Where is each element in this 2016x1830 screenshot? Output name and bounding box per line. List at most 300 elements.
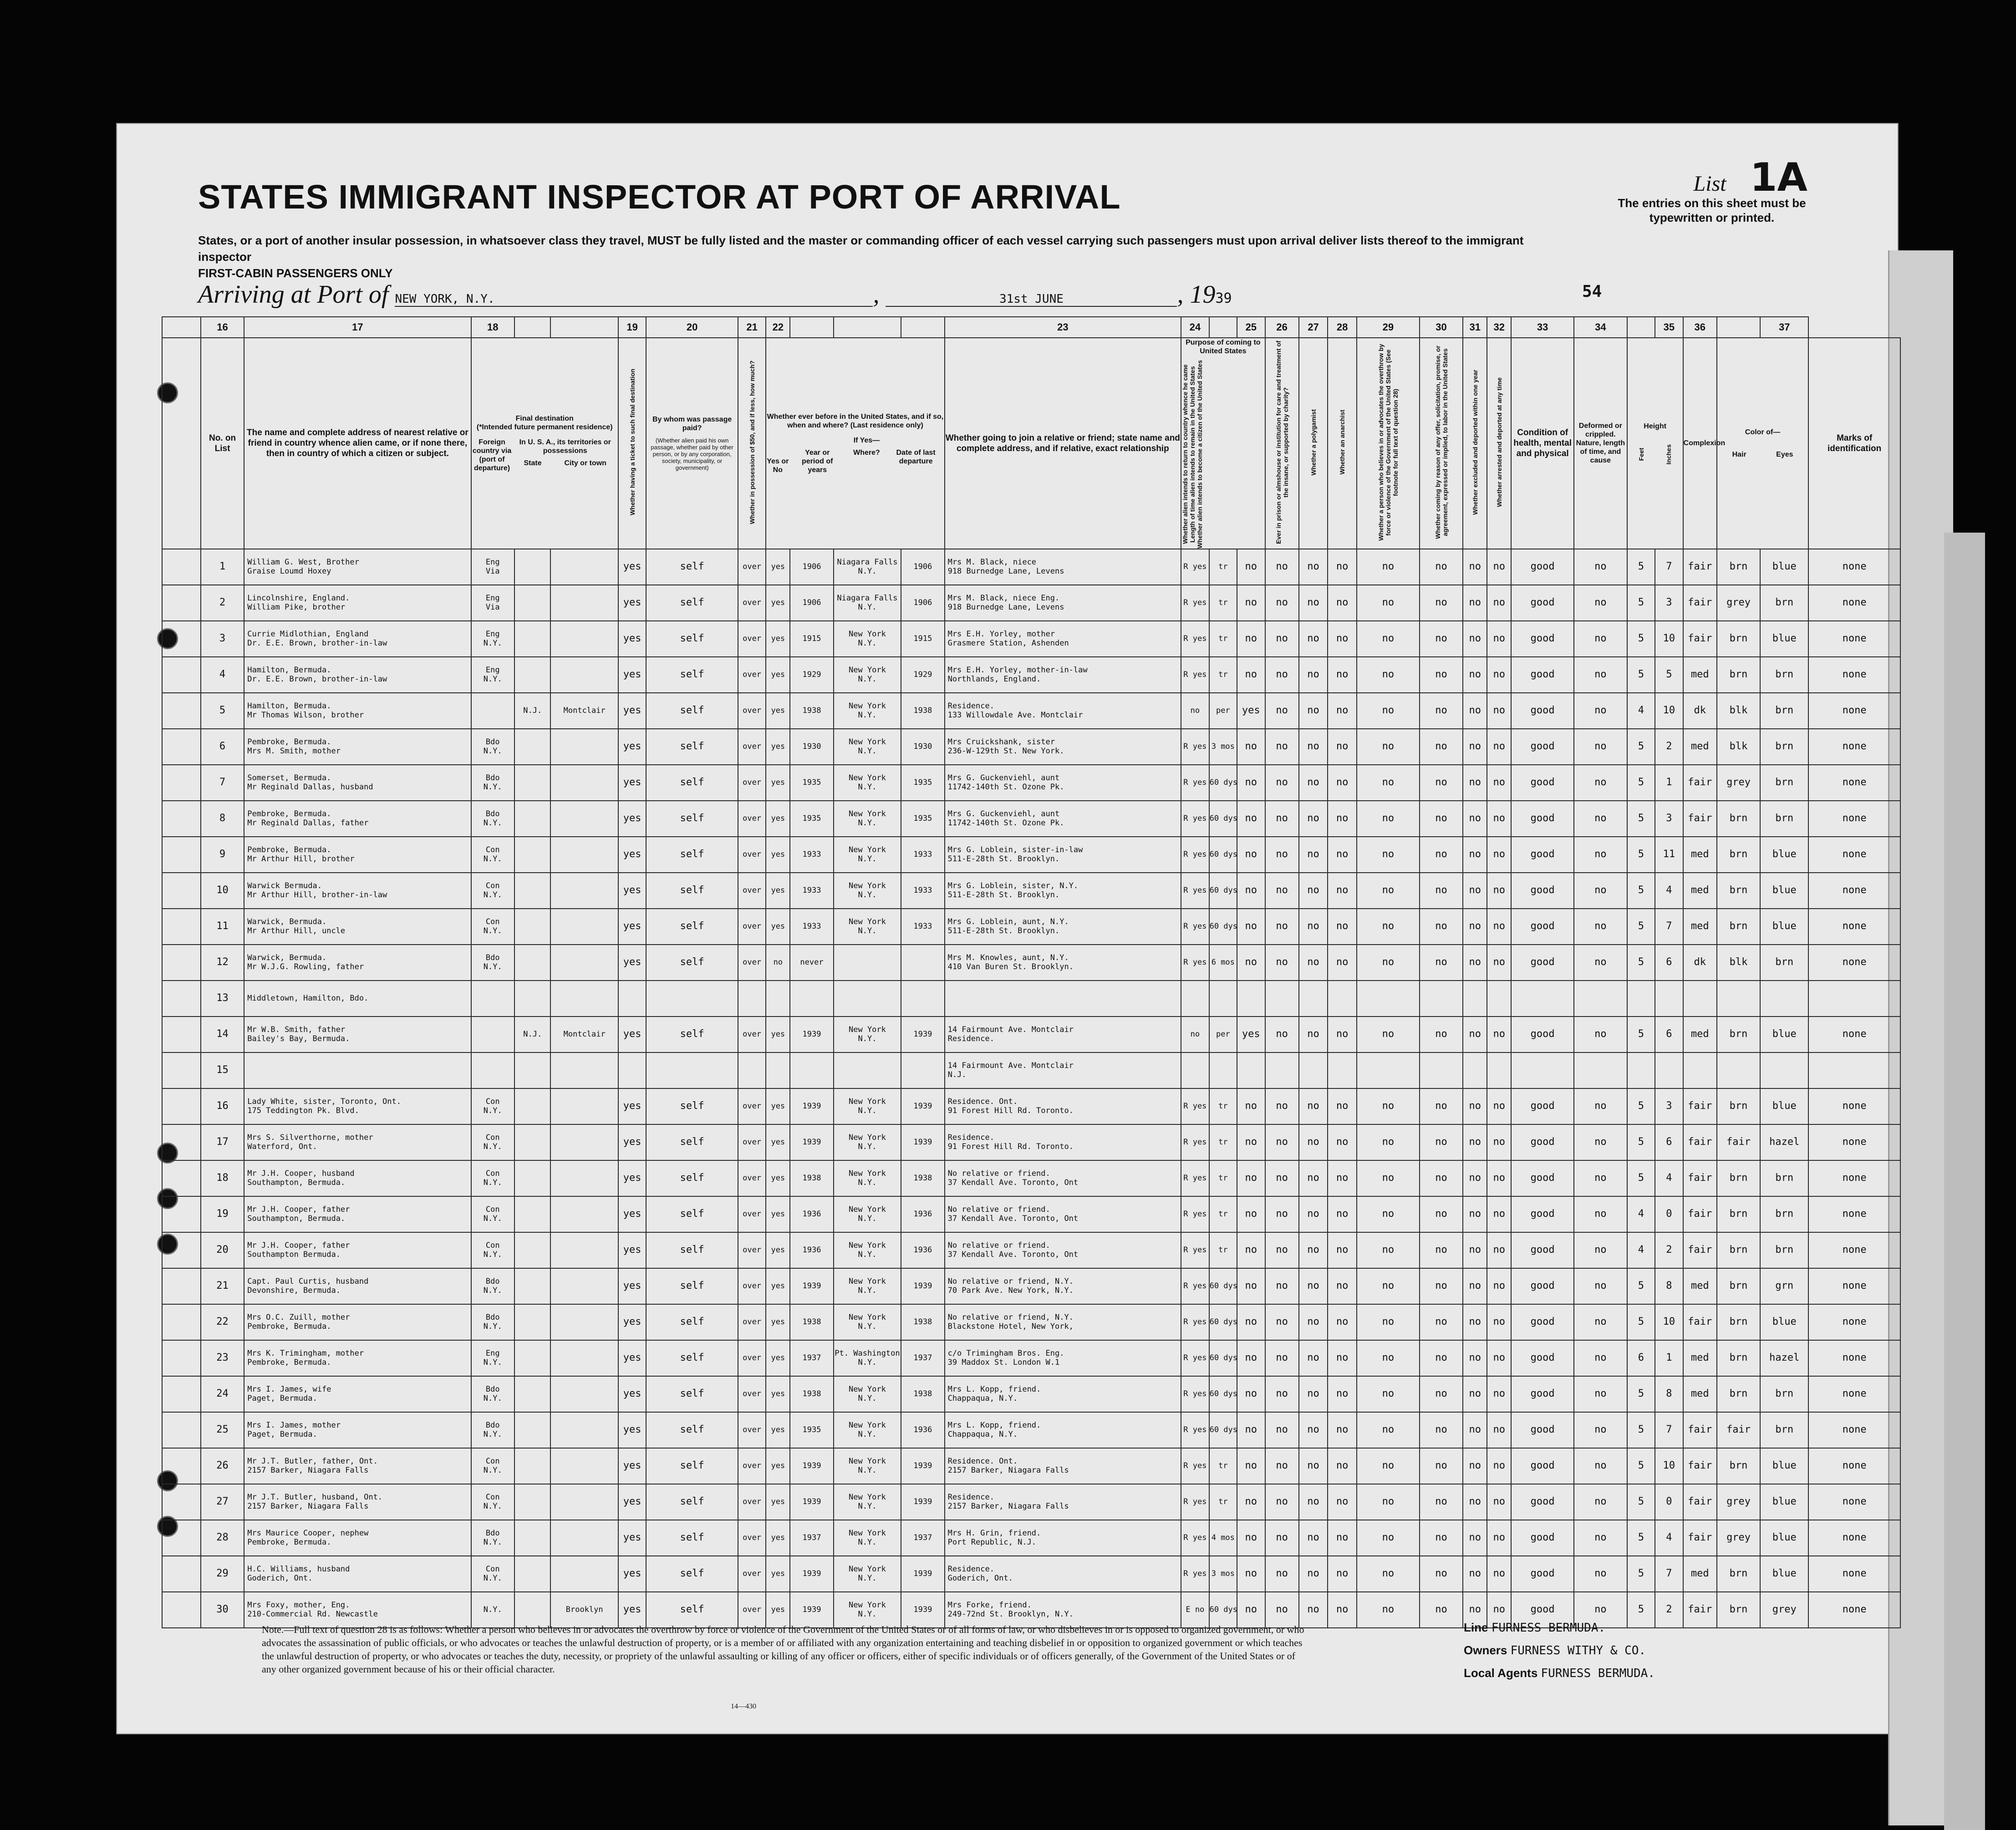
row-margin-cell bbox=[162, 981, 201, 1017]
purpose-cell: R yes bbox=[1181, 657, 1209, 693]
where-cell-line-2: N.Y. bbox=[858, 1430, 877, 1439]
join-relative-cell-line-1: Mrs L. Kopp, friend. bbox=[947, 1385, 1041, 1394]
before-yes-no-cell: yes bbox=[766, 585, 790, 621]
polygamist-cell: no bbox=[1299, 1376, 1328, 1412]
header-color-parts bbox=[1717, 450, 1808, 459]
relative-cell-line-1: Mrs K. Trimingham, mother bbox=[247, 1349, 364, 1358]
join-relative-cell bbox=[945, 693, 1181, 729]
via-port-line: N.Y. bbox=[483, 1250, 502, 1260]
excluded-cell: no bbox=[1463, 549, 1487, 585]
year-period-cell: 1906 bbox=[790, 585, 833, 621]
prison-cell: no bbox=[1265, 1196, 1299, 1232]
health-cell: good bbox=[1511, 1592, 1574, 1628]
length-of-stay-cell: tr bbox=[1209, 585, 1237, 621]
relative-cell-line-1: Capt. Paul Curtis, husband bbox=[247, 1277, 369, 1286]
join-relative-cell bbox=[945, 1448, 1181, 1484]
polygamist-cell: no bbox=[1299, 945, 1328, 981]
column-number bbox=[1627, 317, 1655, 338]
row-margin-cell bbox=[162, 1556, 201, 1592]
height-feet-cell: 5 bbox=[1627, 1124, 1655, 1160]
join-relative-cell-line-1: Residence. bbox=[947, 1133, 994, 1143]
purpose-cell: R yes bbox=[1181, 1448, 1209, 1484]
where-cell bbox=[834, 1412, 901, 1448]
year-period-cell: 1915 bbox=[790, 621, 833, 657]
column-number: 20 bbox=[646, 317, 738, 338]
join-relative-cell bbox=[945, 1232, 1181, 1268]
join-relative-cell-line-2: 511-E-28th St. Brooklyn. bbox=[947, 926, 1060, 936]
row-margin-cell bbox=[162, 1520, 201, 1556]
city-cell bbox=[550, 1484, 618, 1520]
year-period-cell: 1938 bbox=[790, 1160, 833, 1196]
via-port-line: N.Y. bbox=[483, 1538, 502, 1547]
header-height-title: Height bbox=[1644, 422, 1667, 431]
length-of-stay-cell: 60 dys bbox=[1209, 1412, 1237, 1448]
question-28-cell: no bbox=[1357, 1520, 1420, 1556]
where-cell-line-1: New York bbox=[849, 1313, 886, 1322]
deported-cell: no bbox=[1487, 909, 1511, 945]
complexion-cell: fair bbox=[1683, 1160, 1717, 1196]
marks-cell bbox=[1808, 1052, 1900, 1088]
header-feet: Feet bbox=[1637, 448, 1645, 461]
polygamist-cell bbox=[1299, 981, 1328, 1017]
length-of-stay-cell: tr bbox=[1209, 549, 1237, 585]
excluded-cell: no bbox=[1463, 1556, 1487, 1592]
height-feet-cell: 6 bbox=[1627, 1340, 1655, 1376]
money-cell: over bbox=[738, 1124, 766, 1160]
length-of-stay-cell: 60 dys bbox=[1209, 1304, 1237, 1340]
via-port-line: N.Y. bbox=[483, 1358, 502, 1367]
relative-cell bbox=[244, 981, 471, 1017]
relative-cell bbox=[244, 1340, 471, 1376]
relative-cell-line-2: Graise Loumd Hoxey bbox=[247, 567, 331, 576]
question-28-cell bbox=[1357, 981, 1420, 1017]
purpose-cell: no bbox=[1181, 693, 1209, 729]
row-number-cell: 23 bbox=[201, 1340, 244, 1376]
before-yes-no-cell: yes bbox=[766, 1448, 790, 1484]
eyes-cell: brn bbox=[1760, 1412, 1808, 1448]
excluded-cell: no bbox=[1463, 1088, 1487, 1124]
passage-paid-cell: self bbox=[646, 549, 738, 585]
height-inches-cell: 3 bbox=[1655, 585, 1683, 621]
header-prison-text: Ever in prison or almshouse or institution for care and treatment of the insane, or supported by charity? bbox=[1274, 341, 1289, 544]
state-cell bbox=[514, 837, 551, 873]
ticket-cell: yes bbox=[618, 1017, 646, 1052]
anarchist-cell: no bbox=[1328, 1088, 1357, 1124]
relative-cell-line-2: 210-Commercial Rd. Newcastle bbox=[247, 1610, 378, 1619]
city-cell bbox=[550, 801, 618, 837]
citizen-cell: yes bbox=[1237, 693, 1265, 729]
prison-cell: no bbox=[1265, 765, 1299, 801]
excluded-cell: no bbox=[1463, 1376, 1487, 1412]
height-inches-cell: 6 bbox=[1655, 1017, 1683, 1052]
relative-cell-line-2: Dr. E.E. Brown, brother-in-law bbox=[247, 639, 387, 648]
join-relative-cell bbox=[945, 657, 1181, 693]
via-port-line: Via bbox=[485, 603, 500, 612]
money-cell: over bbox=[738, 1376, 766, 1412]
money-cell: over bbox=[738, 765, 766, 801]
anarchist-cell: no bbox=[1328, 1376, 1357, 1412]
join-relative-cell bbox=[945, 909, 1181, 945]
header-before-in-us-title: Whether ever before in the United States, and if so, when and where? (Last residence only) bbox=[767, 412, 944, 429]
anarchist-cell: no bbox=[1328, 1304, 1357, 1340]
header-height-parts bbox=[1628, 444, 1683, 464]
question-28-cell: no bbox=[1357, 1017, 1420, 1052]
via-port-line: N.Y. bbox=[483, 1605, 502, 1615]
table-row bbox=[162, 549, 1900, 585]
deported-cell: no bbox=[1487, 873, 1511, 909]
before-yes-no-cell bbox=[766, 1052, 790, 1088]
column-number: 18 bbox=[471, 317, 514, 338]
foreign-country-cell bbox=[471, 1232, 514, 1268]
relative-cell-line-2: Waterford, Ont. bbox=[247, 1142, 317, 1152]
complexion-cell: med bbox=[1683, 1376, 1717, 1412]
header-deported bbox=[1487, 338, 1511, 549]
header-deformed: Deformed or crippled. Nature, length of time, and cause bbox=[1574, 338, 1627, 549]
year-period-cell: 1939 bbox=[790, 1017, 833, 1052]
city-cell bbox=[550, 765, 618, 801]
prison-cell: no bbox=[1265, 1232, 1299, 1268]
last-departure-cell: 1938 bbox=[901, 1304, 944, 1340]
labor-offer-cell: no bbox=[1420, 1376, 1463, 1412]
excluded-cell: no bbox=[1463, 1484, 1487, 1520]
foreign-country-cell bbox=[471, 765, 514, 801]
length-of-stay-cell: tr bbox=[1209, 1448, 1237, 1484]
eyes-cell: brn bbox=[1760, 1196, 1808, 1232]
polygamist-cell: no bbox=[1299, 585, 1328, 621]
complexion-cell: fair bbox=[1683, 1196, 1717, 1232]
citizen-cell: no bbox=[1237, 729, 1265, 765]
length-of-stay-cell: tr bbox=[1209, 657, 1237, 693]
row-margin-cell bbox=[162, 1412, 201, 1448]
where-cell-line-2: N.Y. bbox=[858, 1358, 877, 1367]
eyes-cell: brn bbox=[1760, 729, 1808, 765]
relative-cell-line-2: Dr. E.E. Brown, brother-in-law bbox=[247, 675, 387, 684]
city-cell bbox=[550, 873, 618, 909]
prison-cell: no bbox=[1265, 909, 1299, 945]
length-of-stay-cell: tr bbox=[1209, 1160, 1237, 1196]
join-relative-cell-line-1: Mrs M. Black, niece bbox=[947, 558, 1037, 567]
excluded-cell: no bbox=[1463, 1520, 1487, 1556]
eyes-cell bbox=[1760, 1052, 1808, 1088]
question-28-cell: no bbox=[1357, 1124, 1420, 1160]
length-of-stay-cell: tr bbox=[1209, 1484, 1237, 1520]
citizen-cell: no bbox=[1237, 1484, 1265, 1520]
deported-cell: no bbox=[1487, 1017, 1511, 1052]
ticket-cell: yes bbox=[618, 1304, 646, 1340]
eyes-cell: brn bbox=[1760, 1232, 1808, 1268]
city-cell: Brooklyn bbox=[550, 1592, 618, 1628]
deported-cell: no bbox=[1487, 1232, 1511, 1268]
column-number: 30 bbox=[1420, 317, 1463, 338]
eyes-cell: grey bbox=[1760, 1592, 1808, 1628]
relative-cell-line-1: Hamilton, Bermuda. bbox=[247, 702, 331, 711]
marks-cell: none bbox=[1808, 1017, 1900, 1052]
join-relative-cell-line-2: 91 Forest Hill Rd. Toronto. bbox=[947, 1142, 1074, 1152]
length-of-stay-cell: 60 dys bbox=[1209, 837, 1237, 873]
city-cell bbox=[550, 657, 618, 693]
height-feet-cell: 5 bbox=[1627, 801, 1655, 837]
excluded-cell: no bbox=[1463, 1304, 1487, 1340]
join-relative-cell bbox=[945, 1340, 1181, 1376]
ticket-cell: yes bbox=[618, 1484, 646, 1520]
hair-cell: blk bbox=[1717, 729, 1760, 765]
money-cell: over bbox=[738, 549, 766, 585]
city-cell bbox=[550, 1304, 618, 1340]
last-departure-cell: 1906 bbox=[901, 549, 944, 585]
header-height bbox=[1627, 338, 1683, 549]
year-period-cell: 1937 bbox=[790, 1520, 833, 1556]
join-relative-cell bbox=[945, 1412, 1181, 1448]
purpose-cell: R yes bbox=[1181, 1556, 1209, 1592]
last-departure-cell bbox=[901, 981, 944, 1017]
complexion-cell: fair bbox=[1683, 1088, 1717, 1124]
header-anarchist-text: Whether an anarchist bbox=[1339, 410, 1346, 475]
excluded-cell: no bbox=[1463, 1124, 1487, 1160]
marks-cell: none bbox=[1808, 1376, 1900, 1412]
deported-cell: no bbox=[1487, 1412, 1511, 1448]
eyes-cell: blue bbox=[1760, 1484, 1808, 1520]
relative-cell-line-2: Mr Arthur Hill, brother-in-law bbox=[247, 890, 387, 900]
relative-cell-line-2: Mr W.J.G. Rowling, father bbox=[247, 962, 364, 972]
column-number: 36 bbox=[1683, 317, 1717, 338]
join-relative-cell bbox=[945, 1520, 1181, 1556]
form-code: 14—430 bbox=[731, 1703, 756, 1710]
purpose-cell: R yes bbox=[1181, 1160, 1209, 1196]
where-cell-line-1: Niagara Falls bbox=[837, 558, 898, 567]
join-relative-cell-line-1: Mrs E.H. Yorley, mother-in-law bbox=[947, 666, 1088, 675]
header-going-to-join: Whether going to join a relative or friend; state name and complete address, and if relative, exact relationship bbox=[945, 338, 1181, 549]
complexion-cell: med bbox=[1683, 909, 1717, 945]
header-eyes: Eyes bbox=[1776, 450, 1793, 458]
city-cell bbox=[550, 1268, 618, 1304]
header-ticket-text: Whether having a ticket to such final destination bbox=[628, 369, 636, 516]
relative-cell-line-1: Warwick Bermuda. bbox=[247, 881, 322, 891]
column-number: 32 bbox=[1487, 317, 1511, 338]
join-relative-cell-line-2: 249-72nd St. Brooklyn, N.Y. bbox=[947, 1610, 1074, 1619]
deformed-cell: no bbox=[1574, 801, 1627, 837]
relative-cell bbox=[244, 1232, 471, 1268]
hair-cell: brn bbox=[1717, 1592, 1760, 1628]
hair-cell: brn bbox=[1717, 657, 1760, 693]
join-relative-cell-line-1: No relative or friend. bbox=[947, 1169, 1050, 1179]
eyes-cell: blue bbox=[1760, 1556, 1808, 1592]
deformed-cell: no bbox=[1574, 837, 1627, 873]
citizen-cell: no bbox=[1237, 765, 1265, 801]
money-cell: over bbox=[738, 837, 766, 873]
header-inches: Inches bbox=[1665, 444, 1673, 465]
passage-paid-cell: self bbox=[646, 693, 738, 729]
via-port-line: N.Y. bbox=[483, 1502, 502, 1511]
hair-cell: brn bbox=[1717, 1196, 1760, 1232]
prison-cell: no bbox=[1265, 621, 1299, 657]
deported-cell: no bbox=[1487, 1556, 1511, 1592]
where-cell bbox=[834, 801, 901, 837]
where-cell-line-1: New York bbox=[849, 1205, 886, 1215]
header-question-28 bbox=[1357, 338, 1420, 549]
relative-cell-line-2: Mr Reginald Dallas, father bbox=[247, 818, 369, 828]
ticket-cell: yes bbox=[618, 729, 646, 765]
before-yes-no-cell: yes bbox=[766, 1484, 790, 1520]
header-money-text: Whether in possession of $50, and if less, how much? bbox=[748, 360, 756, 524]
join-relative-cell-line-1: c/o Trimingham Bros. Eng. bbox=[947, 1349, 1064, 1358]
ticket-cell: yes bbox=[618, 837, 646, 873]
row-margin-cell bbox=[162, 1376, 201, 1412]
deported-cell: no bbox=[1487, 1268, 1511, 1304]
state-cell bbox=[514, 1520, 551, 1556]
health-cell: good bbox=[1511, 1017, 1574, 1052]
row-number-cell: 20 bbox=[201, 1232, 244, 1268]
row-margin-cell bbox=[162, 1088, 201, 1124]
purpose-cell bbox=[1181, 1052, 1209, 1088]
passage-paid-cell: self bbox=[646, 1556, 738, 1592]
header-if-yes-group bbox=[789, 436, 944, 474]
where-cell bbox=[834, 729, 901, 765]
via-port-line: N.Y. bbox=[483, 783, 502, 792]
ticket-cell: yes bbox=[618, 873, 646, 909]
join-relative-cell bbox=[945, 837, 1181, 873]
health-cell: good bbox=[1511, 1232, 1574, 1268]
last-departure-cell: 1939 bbox=[901, 1592, 944, 1628]
foreign-country-cell bbox=[471, 657, 514, 693]
where-cell-line-1: New York bbox=[849, 917, 886, 927]
relative-cell-line-2: Devonshire, Bermuda. bbox=[247, 1286, 341, 1296]
excluded-cell: no bbox=[1463, 909, 1487, 945]
deformed-cell: no bbox=[1574, 1592, 1627, 1628]
header-final-destination bbox=[471, 338, 618, 549]
where-cell bbox=[834, 621, 901, 657]
header-deported-text: Whether arrested and deported at any time bbox=[1495, 377, 1503, 507]
complexion-cell: med bbox=[1683, 1017, 1717, 1052]
deformed-cell: no bbox=[1574, 1017, 1627, 1052]
height-inches-cell: 10 bbox=[1655, 1448, 1683, 1484]
hair-cell: brn bbox=[1717, 1448, 1760, 1484]
relative-cell-line-2: Mr Arthur Hill, brother bbox=[247, 854, 355, 864]
state-cell bbox=[514, 981, 551, 1017]
marks-cell: none bbox=[1808, 1304, 1900, 1340]
deformed-cell bbox=[1574, 981, 1627, 1017]
height-feet-cell bbox=[1627, 1052, 1655, 1088]
anarchist-cell: no bbox=[1328, 729, 1357, 765]
city-cell: Montclair bbox=[550, 1017, 618, 1052]
header-passage-paid bbox=[646, 338, 738, 549]
prison-cell: no bbox=[1265, 549, 1299, 585]
polygamist-cell: no bbox=[1299, 1232, 1328, 1268]
relative-cell-line-2: Goderich, Ont. bbox=[247, 1574, 313, 1583]
excluded-cell: no bbox=[1463, 1592, 1487, 1628]
last-departure-cell: 1906 bbox=[901, 585, 944, 621]
table-row bbox=[162, 909, 1900, 945]
relative-cell bbox=[244, 873, 471, 909]
eyes-cell: brn bbox=[1760, 801, 1808, 837]
relative-cell bbox=[244, 549, 471, 585]
last-departure-cell: 1939 bbox=[901, 1017, 944, 1052]
question-28-cell: no bbox=[1357, 657, 1420, 693]
before-yes-no-cell: yes bbox=[766, 549, 790, 585]
height-feet-cell: 5 bbox=[1627, 1556, 1655, 1592]
passage-paid-cell: self bbox=[646, 837, 738, 873]
header-final-destination-title: Final destination bbox=[515, 414, 574, 422]
join-relative-cell-line-2: N.J. bbox=[947, 1070, 967, 1080]
agents-field bbox=[1464, 1666, 1655, 1680]
passage-paid-cell: self bbox=[646, 1412, 738, 1448]
where-cell bbox=[834, 1304, 901, 1340]
height-inches-cell: 0 bbox=[1655, 1196, 1683, 1232]
state-cell bbox=[514, 909, 551, 945]
ticket-cell: yes bbox=[618, 765, 646, 801]
height-feet-cell: 5 bbox=[1627, 1520, 1655, 1556]
labor-offer-cell: no bbox=[1420, 873, 1463, 909]
where-cell bbox=[834, 1520, 901, 1556]
where-cell bbox=[834, 549, 901, 585]
owners-field bbox=[1464, 1643, 1646, 1657]
health-cell: good bbox=[1511, 1196, 1574, 1232]
passage-paid-cell: self bbox=[646, 1376, 738, 1412]
passage-paid-cell: self bbox=[646, 657, 738, 693]
join-relative-cell bbox=[945, 1124, 1181, 1160]
deported-cell: no bbox=[1487, 1340, 1511, 1376]
relative-cell-line-2: Pembroke, Bermuda. bbox=[247, 1358, 331, 1367]
where-cell-line-1: New York bbox=[849, 809, 886, 819]
deformed-cell: no bbox=[1574, 1124, 1627, 1160]
foreign-country-line: Con bbox=[485, 1457, 500, 1466]
before-yes-no-cell: yes bbox=[766, 693, 790, 729]
foreign-country-line: Bdo bbox=[485, 1277, 500, 1286]
where-cell-line-2: N.Y. bbox=[858, 1538, 877, 1547]
header-polygamist-text: Whether a polygamist bbox=[1309, 409, 1317, 476]
column-number: 19 bbox=[618, 317, 646, 338]
foreign-country-cell bbox=[471, 585, 514, 621]
table-row bbox=[162, 837, 1900, 873]
city-cell bbox=[550, 1412, 618, 1448]
foreign-country-line: Bdo bbox=[485, 1385, 500, 1394]
relative-cell bbox=[244, 909, 471, 945]
length-of-stay-cell: 60 dys bbox=[1209, 1592, 1237, 1628]
foreign-country-cell bbox=[471, 693, 514, 729]
before-yes-no-cell: yes bbox=[766, 1160, 790, 1196]
join-relative-cell bbox=[945, 585, 1181, 621]
join-relative-cell bbox=[945, 549, 1181, 585]
row-margin-cell bbox=[162, 1592, 201, 1628]
deformed-cell: no bbox=[1574, 1448, 1627, 1484]
year-field: 39 bbox=[1215, 290, 1232, 306]
where-cell-line-1: New York bbox=[849, 1097, 886, 1107]
before-yes-no-cell: yes bbox=[766, 909, 790, 945]
height-inches-cell: 10 bbox=[1655, 1304, 1683, 1340]
relative-cell-line-1: Pembroke, Bermuda. bbox=[247, 845, 331, 855]
money-cell: over bbox=[738, 1556, 766, 1592]
money-cell: over bbox=[738, 1160, 766, 1196]
question-28-cell: no bbox=[1357, 1484, 1420, 1520]
list-label: List bbox=[1693, 172, 1726, 196]
deformed-cell: no bbox=[1574, 1304, 1627, 1340]
last-departure-cell: 1938 bbox=[901, 1376, 944, 1412]
state-cell: N.J. bbox=[514, 1017, 551, 1052]
where-cell-line-2: N.Y. bbox=[858, 1250, 877, 1260]
prison-cell: no bbox=[1265, 1340, 1299, 1376]
foreign-country-cell bbox=[471, 549, 514, 585]
where-cell bbox=[834, 1196, 901, 1232]
marks-cell: none bbox=[1808, 1196, 1900, 1232]
citizen-cell: no bbox=[1237, 1124, 1265, 1160]
state-cell: N.J. bbox=[514, 693, 551, 729]
height-feet-cell: 5 bbox=[1627, 1017, 1655, 1052]
deported-cell: no bbox=[1487, 1520, 1511, 1556]
deformed-cell: no bbox=[1574, 621, 1627, 657]
labor-offer-cell: no bbox=[1420, 1160, 1463, 1196]
money-cell: over bbox=[738, 585, 766, 621]
via-port-line: N.Y. bbox=[483, 1574, 502, 1583]
row-number-cell: 27 bbox=[201, 1484, 244, 1520]
